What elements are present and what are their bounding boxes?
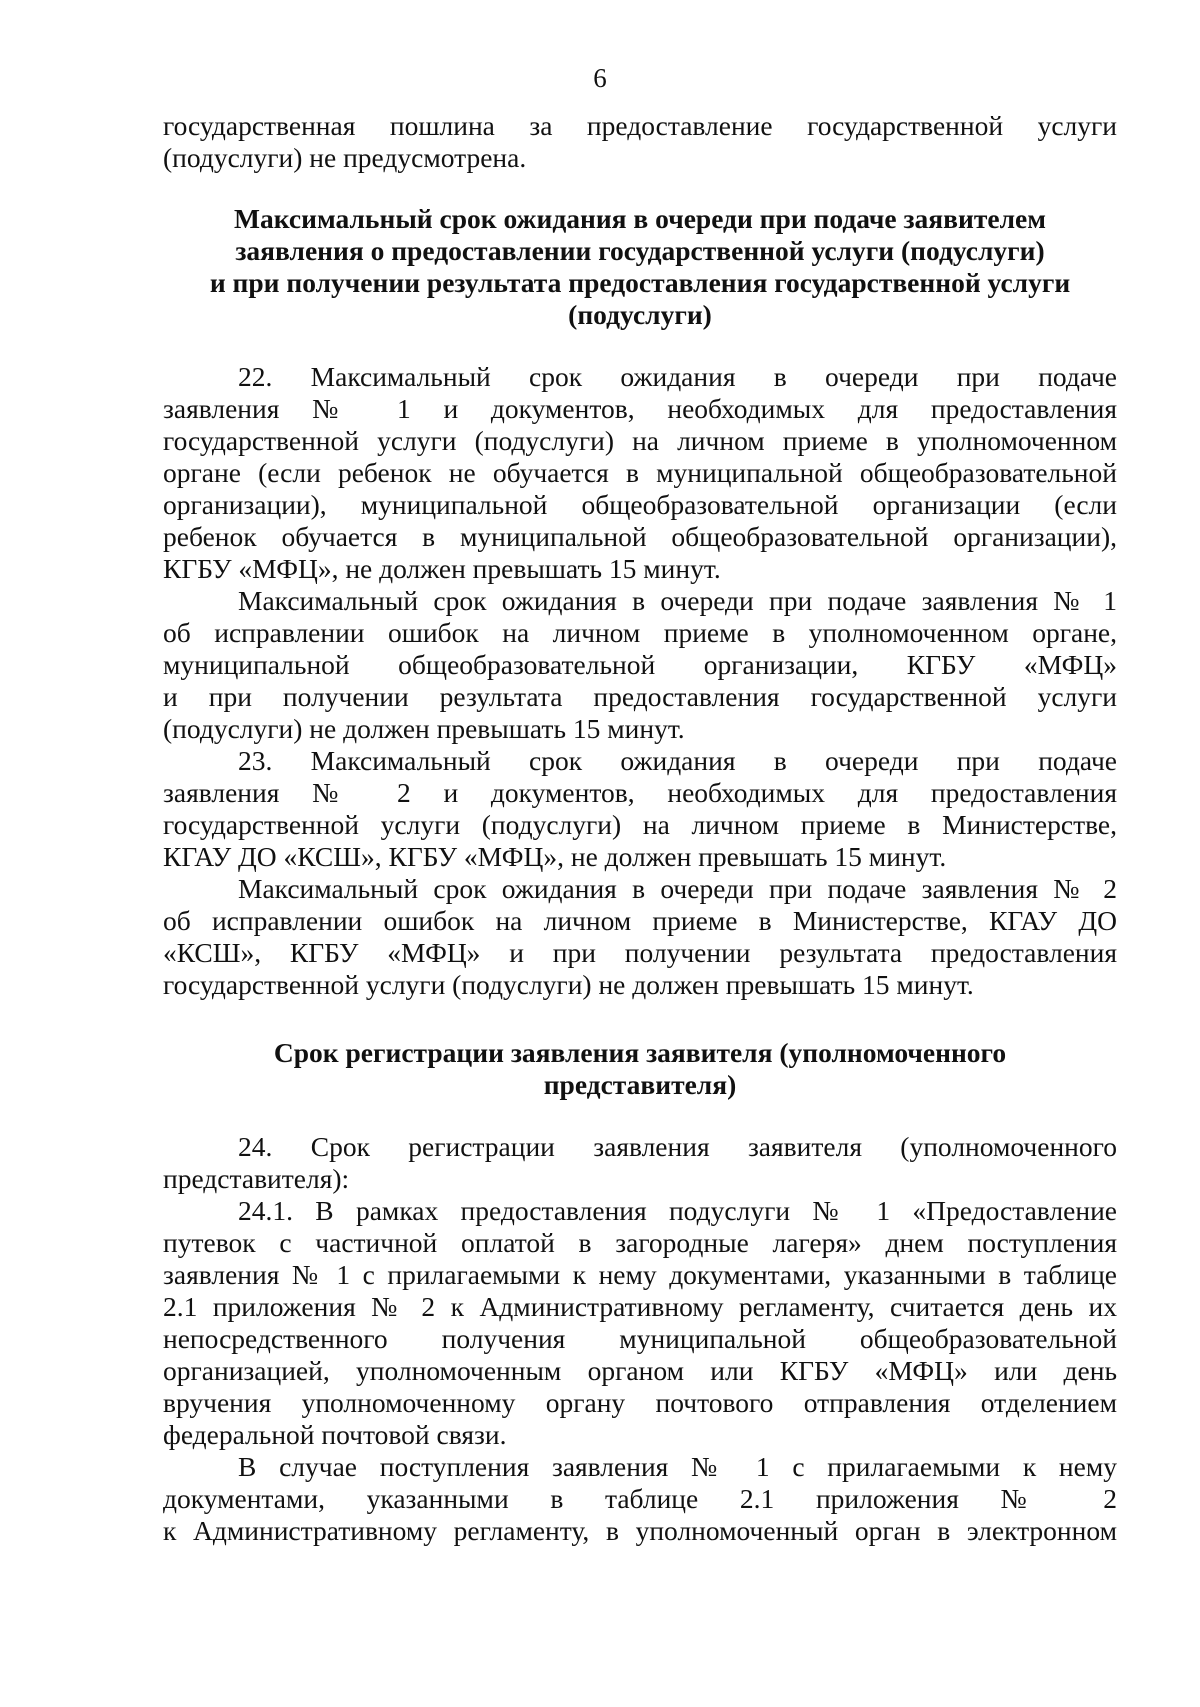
text-line: государственной услуги (подуслуги) на личном приеме в уполномоченном xyxy=(163,425,1117,456)
text-line: непосредственного получения муниципальной общеобразовательной xyxy=(163,1323,1117,1354)
text-line: ребенок обучается в муниципальной общеобразовательной организации), xyxy=(163,521,1117,552)
text-line: В случае поступления заявления № 1 с прилагаемыми к нему xyxy=(238,1451,1117,1482)
text-line: «КСШ», КГБУ «МФЦ» и при получении результата предоставления xyxy=(163,937,1117,968)
text-line: государственная пошлина за предоставление государственной услуги xyxy=(163,110,1117,141)
text-line: (подуслуги) не предусмотрена. xyxy=(163,142,527,173)
paragraph-23-corrections xyxy=(163,873,1117,1001)
page-number: 6 xyxy=(593,63,607,93)
heading-line: Максимальный срок ожидания в очереди при подаче заявителем xyxy=(234,203,1046,234)
heading-line: представителя) xyxy=(543,1069,737,1100)
text-line: 22. Максимальный срок ожидания в очереди при подаче xyxy=(238,361,1117,392)
text-line: путевок с частичной оплатой в загородные лагеря» днем поступления xyxy=(163,1227,1117,1258)
text-line: органе (если ребенок не обучается в муниципальной общеобразовательной xyxy=(163,457,1117,488)
text-line: к Административному регламенту, в уполномоченный орган в электронном xyxy=(163,1515,1117,1546)
text-line: 24. Срок регистрации заявления заявителя (уполномоченного xyxy=(238,1131,1117,1162)
paragraph-24-1 xyxy=(163,1195,1117,1451)
text-line: документами, указанными в таблице 2.1 приложения № 2 xyxy=(163,1483,1117,1514)
text-line: Максимальный срок ожидания в очереди при подаче заявления № 1 xyxy=(238,585,1117,616)
text-line: об исправлении ошибок на личном приеме в уполномоченном органе, xyxy=(163,617,1117,648)
text-line: (подуслуги) не должен превышать 15 минут. xyxy=(163,713,685,744)
heading-line: и при получении результата предоставления государственной услуги xyxy=(209,267,1071,298)
text-line: заявления № 2 и документов, необходимых для предоставления xyxy=(163,777,1117,808)
text-line: 24.1. В рамках предоставления подуслуги № 1 «Предоставление xyxy=(238,1195,1117,1226)
text-line: КГБУ «МФЦ», не должен превышать 15 минут. xyxy=(163,553,721,584)
text-line: об исправлении ошибок на личном приеме в Министерстве, КГАУ ДО xyxy=(163,905,1117,936)
text-line: организации), муниципальной общеобразовательной организации (если xyxy=(163,489,1117,520)
text-line: КГАУ ДО «КСШ», КГБУ «МФЦ», не должен превышать 15 минут. xyxy=(163,841,947,872)
text-line: вручения уполномоченному органу почтового отправления отделением xyxy=(163,1387,1117,1418)
text-line: и при получении результата предоставления государственной услуги xyxy=(163,681,1117,712)
text-line: Максимальный срок ожидания в очереди при подаче заявления № 2 xyxy=(238,873,1117,904)
text-line: представителя): xyxy=(163,1163,350,1194)
text-line: федеральной почтовой связи. xyxy=(163,1419,507,1450)
document-body xyxy=(163,110,1117,1547)
heading-line: заявления о предоставлении государственной услуги (подуслуги) xyxy=(235,235,1045,266)
paragraph-23 xyxy=(163,745,1117,873)
section-heading-queue-time xyxy=(163,203,1117,331)
section-heading-registration xyxy=(163,1037,1117,1101)
text-line: 23. Максимальный срок ожидания в очереди при подаче xyxy=(238,745,1117,776)
text-line: заявления № 1 и документов, необходимых для предоставления xyxy=(163,393,1117,424)
text-line: государственной услуги (подуслуги) не должен превышать 15 минут. xyxy=(163,969,974,1000)
paragraph-24-1-electronic xyxy=(163,1451,1117,1547)
text-line: организацией, уполномоченным органом или КГБУ «МФЦ» или день xyxy=(163,1355,1117,1386)
paragraph-22 xyxy=(163,361,1117,585)
heading-line: Срок регистрации заявления заявителя (уполномоченного xyxy=(273,1037,1007,1068)
text-line: заявления № 1 с прилагаемыми к нему документами, указанными в таблице xyxy=(163,1259,1117,1290)
heading-line: (подуслуги) xyxy=(568,299,712,330)
text-line: государственной услуги (подуслуги) на личном приеме в Министерстве, xyxy=(163,809,1117,840)
paragraph-22-corrections xyxy=(163,585,1117,745)
paragraph-24 xyxy=(163,1131,1117,1195)
text-line: 2.1 приложения № 2 к Административному регламенту, считается день их xyxy=(163,1291,1117,1322)
paragraph-intro xyxy=(163,110,1117,174)
text-line: муниципальной общеобразовательной организации, КГБУ «МФЦ» xyxy=(163,649,1117,680)
